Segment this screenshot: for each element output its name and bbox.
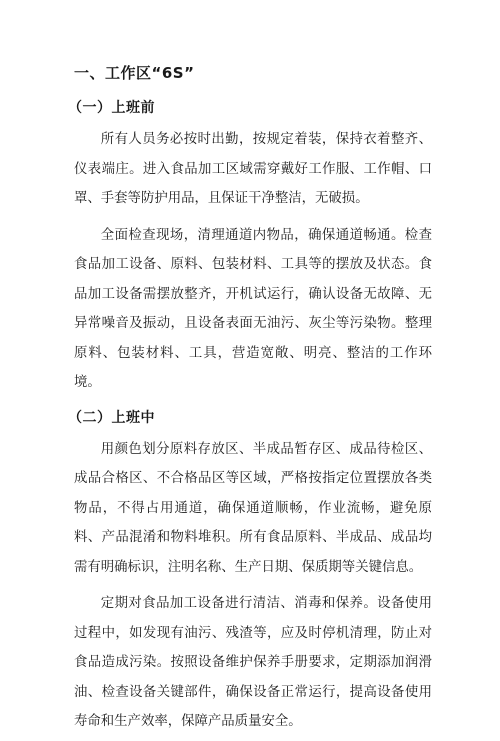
subsection-title-during-work: （二）上班中	[68, 409, 155, 426]
paragraph-equipment-maintenance: 定期对食品加工设备进行清洁、消毒和保养。设备使用过程中，如发现有油污、残渣等，应及时停机清理，防止对食品造成污染。按照设备维护保养手册要求，定期添加润滑油、检查设备关键部件，确保设备正常运行，提高设备使用寿命和生产效率，保障产品质量安全。	[74, 596, 432, 729]
paragraph-attendance-attire: 所有人员务必按时出勤，按规定着装，保持衣着整齐、仪表端庄。进入食品加工区域需穿戴好工作服、工作帽、口罩、手套等防护用品，且保证干净整洁，无破损。	[74, 132, 432, 206]
subsection-title-before-work: （一）上班前	[68, 100, 155, 116]
paragraph-site-inspection: 全面检查现场，清理通道内物品，确保通道畅通。检查食品加工设备、原料、包装材料、工具等的摆放及状态。食品加工设备需摆放整齐，开机试运行，确认设备无故障、无异常噪音及振动，且设备表面无油污、灰尘等污染物。整理原料、包装材料、工具，营造宽敞、明亮、整洁的工作环境。	[74, 227, 432, 390]
paragraph-zone-division: 用颜色划分原料存放区、半成品暂存区、成品待检区、成品合格区、不合格品区等区域，严格按指定位置摆放各类物品，不得占用通道，确保通道顺畅，作业流畅，避免原料、产品混淆和物料堆积。所有食品原料、半成品、成品均需有明确标识，注明名称、生产日期、保质期等关键信息。	[74, 441, 432, 575]
section-heading: 一、工作区“6S”	[74, 64, 195, 82]
document-page	[68, 60, 432, 741]
